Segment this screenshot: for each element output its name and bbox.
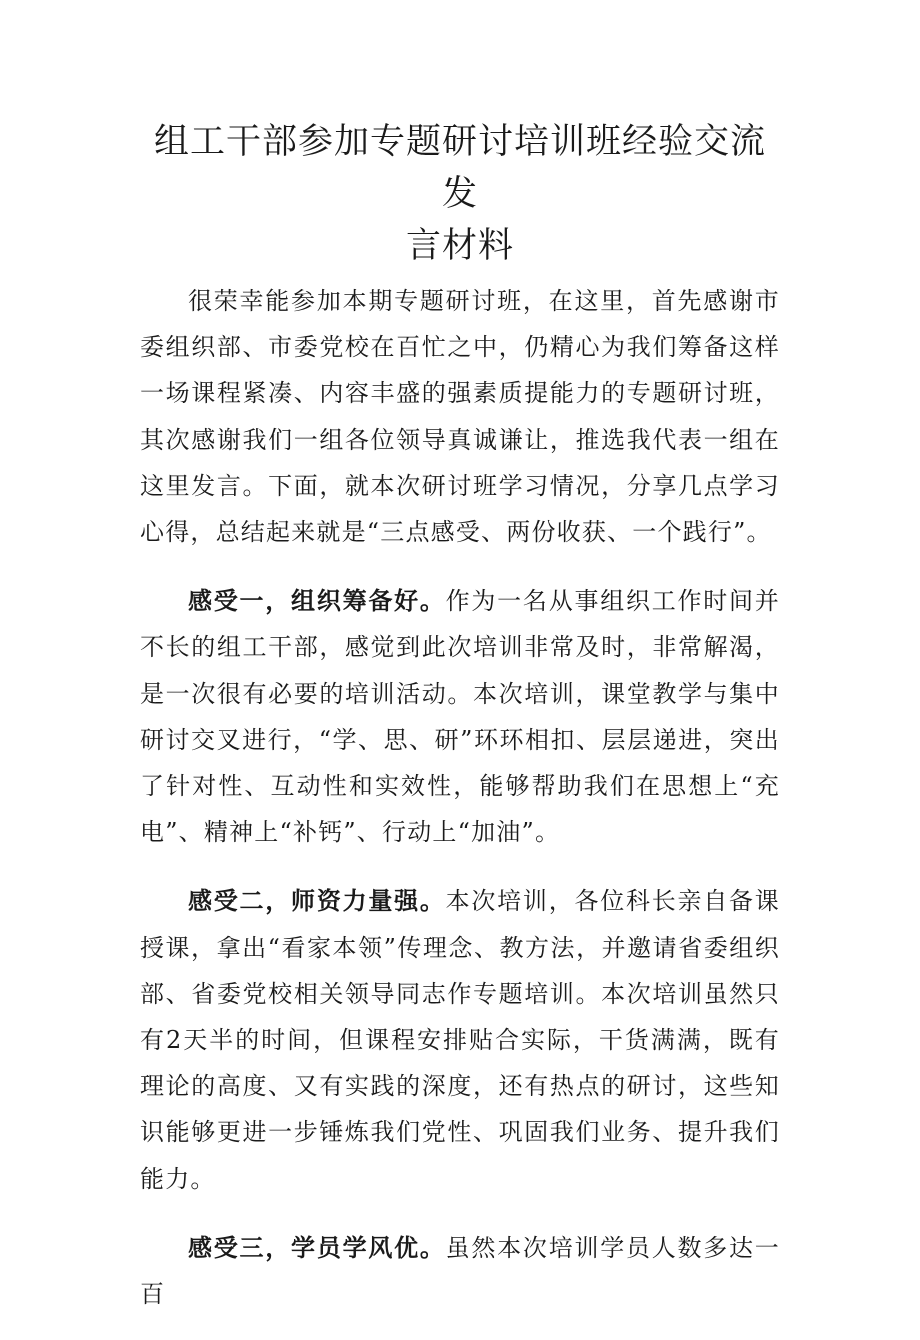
paragraph-lead: 感受三，学员学风优。 [188,1232,446,1262]
paragraph-intro [140,278,780,555]
document-title-line-2: 言材料 [405,226,514,266]
document-body [140,278,780,1340]
paragraph-text: 作为一名从事组织工作时间并不长的组工干部，感觉到此次培训非常及时，非常解渴，是一次很有必要的培训活动。本次培训，课堂教学与集中研讨交叉进行，“学、思、研”环环相扣、层层递进，突出了针对性、互动性和实效性，能够帮助我们在思想上“充电”、精神上“补钙”、行动上“加油”。 [140,587,780,847]
paragraph-feeling-three [140,1225,780,1317]
document-title [140,116,780,272]
paragraph-lead: 感受一，组织筹备好。 [188,586,446,616]
document-title-line-1: 组工干部参加专题研讨培训班经验交流发 [153,122,766,214]
paragraph-feeling-two [140,878,780,1201]
paragraph-feeling-one [140,578,780,855]
paragraph-lead: 感受二，师资力量强。 [188,886,446,916]
paragraph-text: 虽然本次培训学员人数多达一百 [140,1233,780,1309]
paragraph-text: 很荣幸能参加本期专题研讨班，在这里，首先感谢市委组织部、市委党校在百忙之中，仍精心为我们筹备这样一场课程紧凑、内容丰盛的强素质提能力的专题研讨班，其次感谢我们一组各位领导真诚谦让，推选我代表一组在这里发言。下面，就本次研讨班学习情况，分享几点学习心得，总结起来就是“三点感受、两份收获、一个践行”。 [140,287,780,547]
paragraph-text: 本次培训，各位科长亲自备课授课，拿出“看家本领”传理念、教方法，并邀请省委组织部、省委党校相关领导同志作专题培训。本次培训虽然只有2天半的时间，但课程安排贴合实际，干货满满，既有理论的高度、又有实践的深度，还有热点的研讨，这些知识能够更进一步锤炼我们党性、巩固我们业务、提升我们能力。 [140,887,780,1193]
